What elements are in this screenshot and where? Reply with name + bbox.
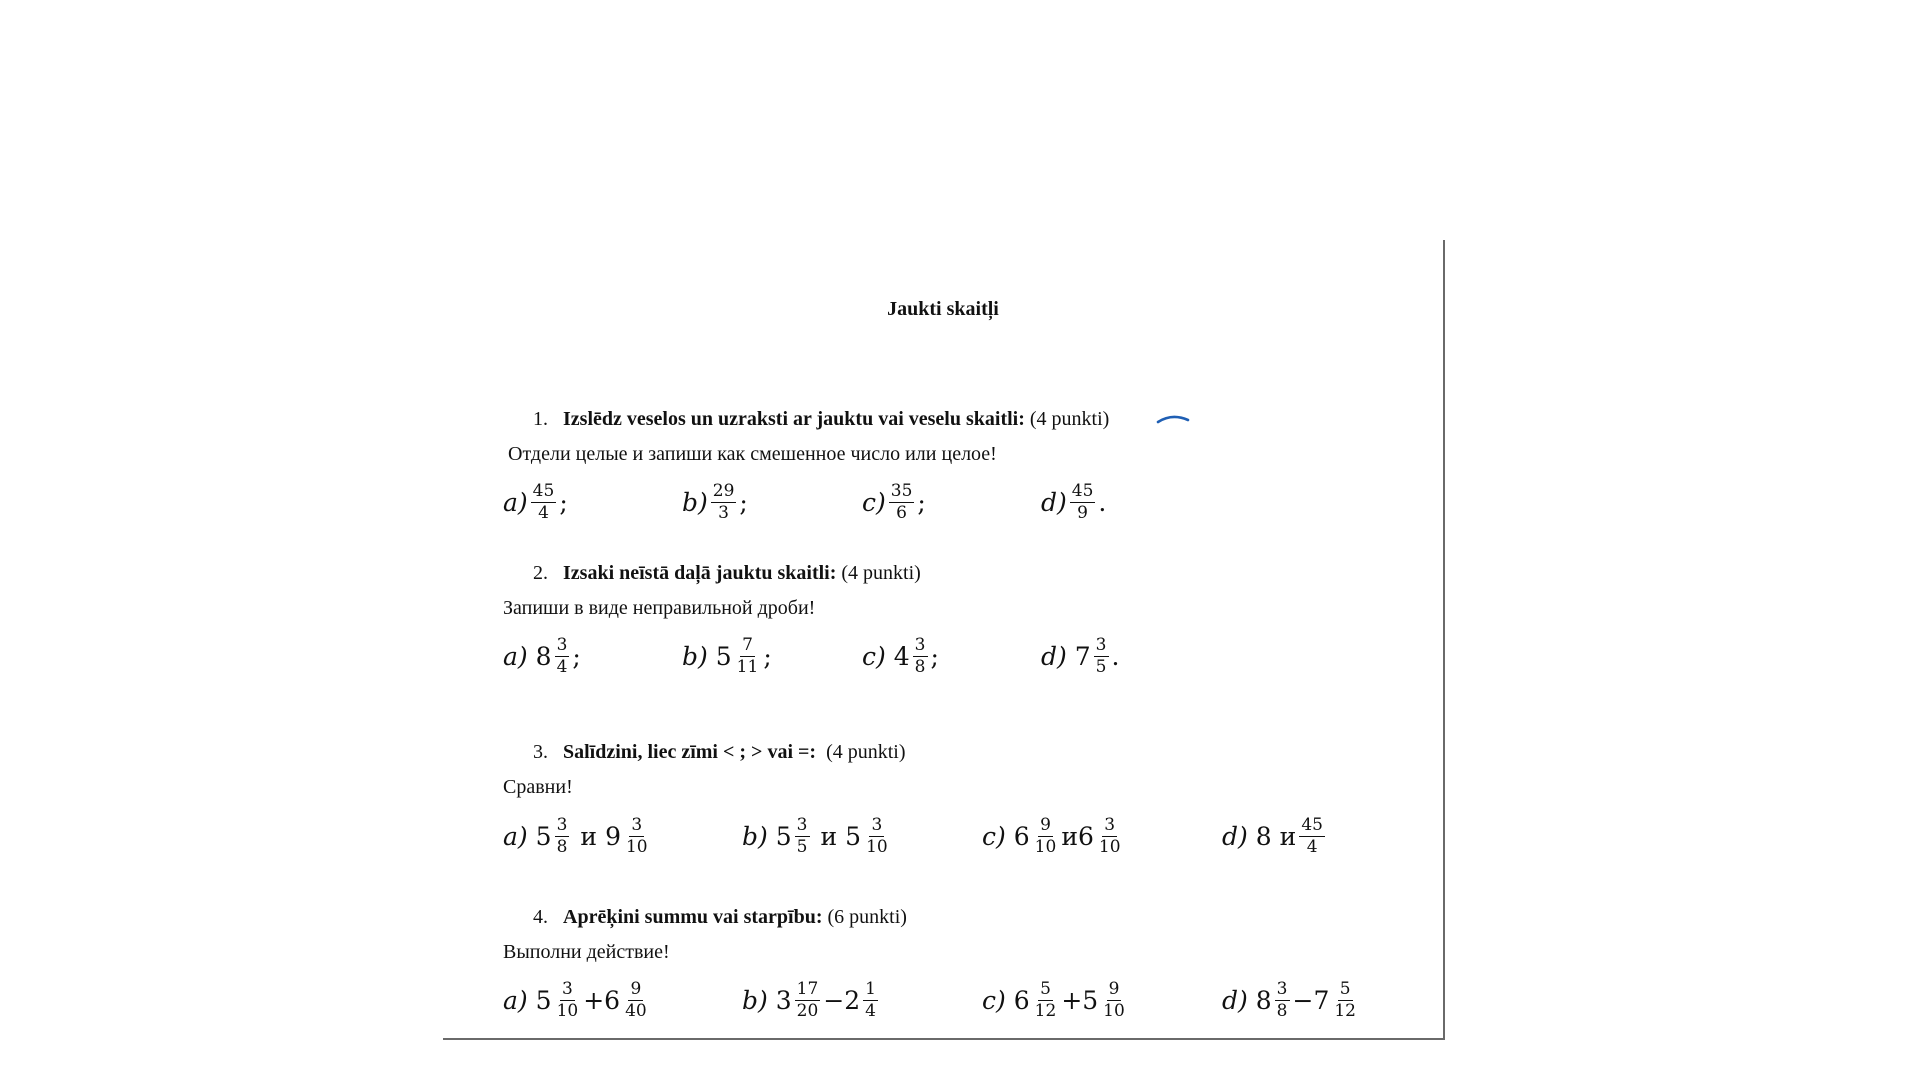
task-4-item-a: a) 5 $\frac{3}{10}$ + 6 $\frac{9}{40}$ — [503, 978, 647, 1021]
fraction: $\frac{3}{4}$ — [556, 634, 568, 677]
fraction: $\frac{3}{10}$ — [625, 814, 648, 857]
task-4-item-d: d) 8 $\frac{3}{8}$ − 7 $\frac{5}{12}$ — [1222, 978, 1356, 1021]
task-3-item-c: c) 6 $\frac{9}{10}$ и 6 $\frac{3}{10}$ — [982, 814, 1121, 857]
fraction: $\frac{9}{10}$ — [1103, 978, 1125, 1021]
fraction: $\frac{1}{4}$ — [865, 978, 876, 1021]
task-2-item-c: c) 4 $\frac{3}{8}$ ; — [862, 634, 939, 677]
task-1-item-c: c) $\frac{35}{6}$ ; — [862, 480, 926, 523]
fraction: $\frac{45}{4}$ — [532, 480, 555, 523]
fraction: $\frac{3}{10}$ — [866, 814, 888, 857]
task-3-item-a: a) 5 $\frac{3}{8}$ и 9 $\frac{3}{10}$ — [503, 814, 648, 857]
task-3-exercises — [0, 804, 1440, 868]
task-1-item-a: a) $\frac{45}{4}$ ; — [503, 480, 568, 523]
fraction: $\frac{3}{5}$ — [1095, 634, 1107, 677]
task-1-item-b: b) $\frac{29}{3}$ ; — [682, 480, 748, 523]
fraction: $\frac{45}{9}$ — [1071, 480, 1094, 523]
fraction: $\frac{3}{10}$ — [1098, 814, 1121, 857]
task-1-points: (4 punkti) — [1029, 408, 1110, 430]
task-4-title: Aprēķini summu vai starpību: — [563, 906, 823, 928]
fraction: $\frac{3}{5}$ — [796, 814, 808, 857]
task-4-subtitle: Выполни действие! — [503, 941, 670, 963]
pen-annotation-mark — [1156, 412, 1190, 426]
task-2-item-b: b) 5 $\frac{7}{11}$ ; — [682, 634, 772, 677]
task-4-heading — [533, 906, 907, 929]
task-1-heading — [533, 408, 1109, 431]
fraction: $\frac{3}{8}$ — [1276, 978, 1288, 1021]
fraction: $\frac{9}{40}$ — [625, 978, 647, 1021]
task-3-title: Salīdzini, liec zīmi < ; > vai =: — [563, 741, 817, 763]
task-3-item-b: b) 5 $\frac{3}{5}$ и 5 $\frac{3}{10}$ — [742, 814, 888, 857]
task-2-item-a: a) 8 $\frac{3}{4}$ ; — [503, 634, 581, 677]
task-1-subtitle: Отдели целые и запиши как смешенное число или целое! — [508, 443, 997, 465]
task-2-points: (4 punkti) — [841, 562, 921, 584]
fraction: $\frac{3}{8}$ — [914, 634, 926, 677]
task-2-exercises — [0, 624, 1440, 688]
fraction: $\frac{5}{12}$ — [1034, 978, 1057, 1021]
task-2-number: 2. — [533, 562, 548, 584]
task-2-title: Izsaki neīstā daļā jauktu skaitli: — [563, 562, 837, 584]
page-border-bottom — [443, 1038, 1445, 1040]
task-4-points: (6 punkti) — [827, 906, 907, 928]
task-1-exercises — [0, 470, 1440, 534]
fraction: $\frac{35}{6}$ — [890, 480, 913, 523]
fraction: $\frac{17}{20}$ — [796, 978, 819, 1021]
task-3-points: (4 punkti) — [826, 741, 906, 763]
fraction: $\frac{7}{11}$ — [736, 634, 759, 677]
fraction: $\frac{9}{10}$ — [1034, 814, 1057, 857]
task-1-item-d: d) $\frac{45}{9}$ . — [1041, 480, 1107, 523]
task-4-number: 4. — [533, 906, 548, 928]
task-1-title: Izslēdz veselos un uzraksti ar jauktu vai veselu skaitli: — [563, 408, 1025, 430]
task-2-heading — [533, 562, 921, 585]
fraction: $\frac{5}{12}$ — [1334, 978, 1356, 1021]
fraction: $\frac{29}{3}$ — [712, 480, 735, 523]
task-4-item-b: b) 3 $\frac{17}{20}$ − 2 $\frac{1}{4}$ — [742, 978, 876, 1021]
task-4-item-c: c) 6 $\frac{5}{12}$ + 5 $\frac{9}{10}$ — [982, 978, 1125, 1021]
task-3-number: 3. — [533, 741, 548, 763]
task-2-item-d: d) 7 $\frac{3}{5}$ . — [1041, 634, 1120, 677]
task-1-number: 1. — [533, 408, 548, 430]
task-4-exercises — [0, 968, 1440, 1032]
fraction: $\frac{3}{8}$ — [556, 814, 568, 857]
page-border-right — [1443, 240, 1445, 1040]
fraction: $\frac{45}{4}$ — [1301, 814, 1323, 857]
task-3-heading — [533, 741, 906, 764]
task-3-subtitle: Сравни! — [503, 776, 573, 798]
task-2-subtitle: Запиши в виде неправильной дроби! — [503, 597, 816, 619]
fraction: $\frac{3}{10}$ — [556, 978, 579, 1021]
task-3-item-d: d) 8 и $\frac{45}{4}$ — [1222, 814, 1323, 857]
document-title: Jaukti skaitļi — [887, 298, 999, 320]
